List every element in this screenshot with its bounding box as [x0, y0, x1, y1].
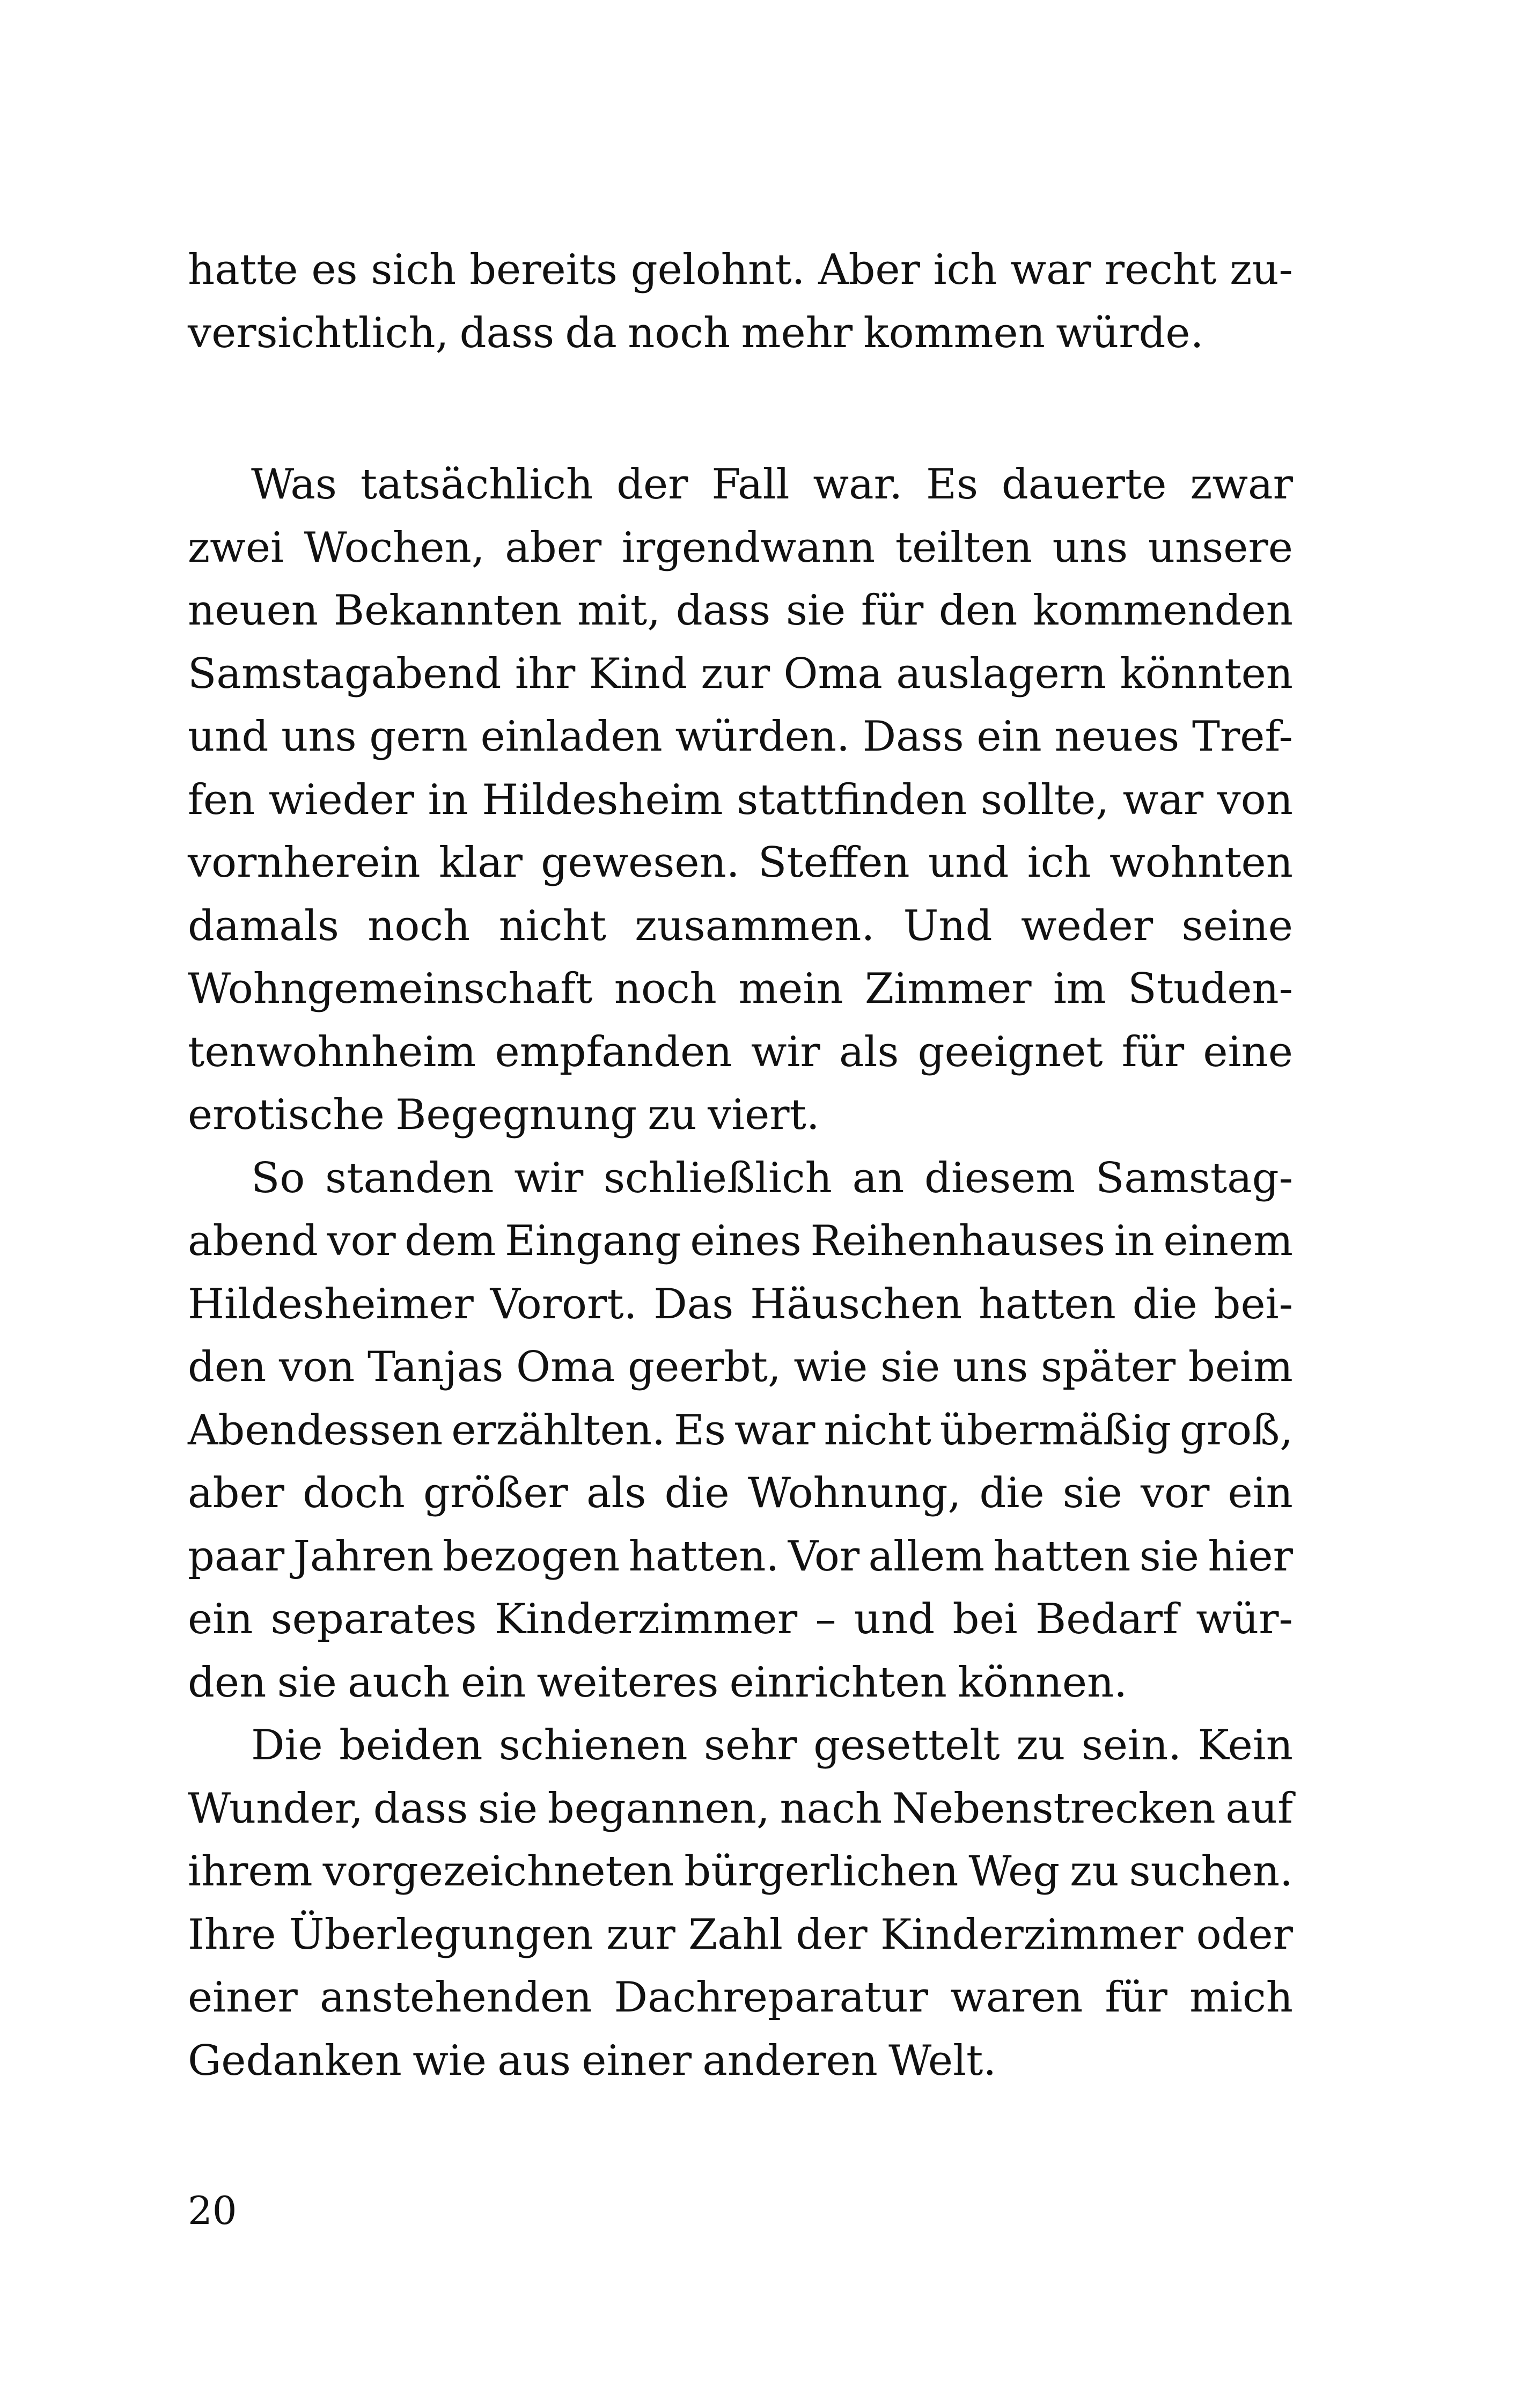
word: zu [1070, 1847, 1119, 1896]
body-text-block [188, 453, 1293, 2093]
word: abend [188, 1217, 318, 1265]
word: war. [813, 460, 903, 509]
word: später [1040, 1343, 1176, 1391]
word: Aber [818, 246, 920, 294]
word: beim [1188, 1343, 1293, 1391]
word: diesem [924, 1154, 1076, 1202]
text-line [188, 453, 1293, 517]
word: vor [1141, 1469, 1210, 1517]
opening-text-block [188, 239, 1293, 365]
word: können. [958, 1658, 1128, 1707]
word: einer [188, 1973, 298, 2022]
word: Jahren [293, 1532, 434, 1581]
word: könnten [1120, 649, 1293, 698]
word: den [188, 1658, 267, 1707]
word: Wohnung, [747, 1469, 961, 1517]
word: von [1217, 775, 1293, 824]
word: beiden [339, 1721, 483, 1770]
word: allem [868, 1532, 985, 1581]
word: ein [1228, 1469, 1293, 1517]
word: schließlich [603, 1154, 832, 1202]
word: nicht [824, 1406, 931, 1455]
text-line [188, 579, 1293, 643]
word: hatten [993, 1532, 1131, 1581]
word: Häuschen [750, 1280, 962, 1328]
word: stattfinden [737, 775, 967, 824]
word: ihr [515, 649, 576, 698]
word: Samstag- [1095, 1154, 1293, 1202]
word: uns [281, 713, 357, 761]
word: seine [1181, 901, 1293, 950]
word: ich [933, 246, 997, 294]
word: zu- [1230, 246, 1293, 294]
paragraph [188, 1714, 1293, 2093]
word: nach [780, 1784, 883, 1833]
word: weder [1020, 901, 1153, 950]
word: mich [1189, 1973, 1293, 2022]
word: der [616, 460, 688, 509]
word: zusammen. [635, 901, 875, 950]
word: Weg [968, 1847, 1060, 1896]
paragraph [188, 1147, 1293, 1715]
word: uns [952, 1343, 1028, 1391]
text-line [188, 1273, 1293, 1337]
word: Reihenhauses [810, 1217, 1106, 1265]
word: suchen. [1129, 1847, 1293, 1896]
word: tatsächlich [360, 460, 593, 509]
word: Kind [589, 649, 688, 698]
word: in [1114, 1217, 1155, 1265]
word: separates [270, 1595, 477, 1643]
text-line [188, 1651, 1293, 1715]
word: Was [251, 460, 337, 509]
word: versichtlich, [188, 309, 449, 357]
word: zur [606, 1910, 675, 1959]
text-line [188, 958, 1293, 1021]
word: bei- [1214, 1280, 1293, 1328]
word: vornherein [188, 839, 421, 887]
word: Kinderzimmer [494, 1595, 798, 1643]
word: mehr [741, 309, 853, 357]
word: Begegnung [395, 1091, 637, 1139]
text-line [188, 517, 1293, 580]
word: anstehenden [320, 1973, 592, 2022]
word: sie [277, 1658, 337, 1707]
word: zwei [188, 523, 284, 572]
text-line [188, 239, 1293, 302]
word: neuen [188, 586, 319, 635]
word: geerbt, [628, 1343, 781, 1391]
word: eine [1203, 1027, 1293, 1076]
word: für [861, 586, 924, 635]
word: So [251, 1154, 305, 1202]
word: unsere [1148, 523, 1293, 572]
word: aber [505, 523, 602, 572]
word: dem [405, 1217, 496, 1265]
word: die [979, 1469, 1045, 1517]
text-line [188, 643, 1293, 706]
word: paar [188, 1532, 285, 1581]
text-line [188, 1714, 1293, 1778]
word: größer [423, 1469, 568, 1517]
word: dass [459, 309, 555, 357]
word: sein. [1081, 1721, 1181, 1770]
word: ein [188, 1595, 253, 1643]
word: Gedanken [188, 2036, 402, 2085]
word: würde. [1056, 309, 1204, 357]
word: als [839, 1027, 899, 1076]
word: Kinderzimmer [880, 1910, 1184, 1959]
word: Abendessen [188, 1406, 443, 1455]
word: die [664, 1469, 730, 1517]
word: begannen, [547, 1784, 770, 1833]
word: an [852, 1154, 905, 1202]
text-line [188, 1966, 1293, 2030]
word: den [939, 586, 1018, 635]
word: mit, [577, 586, 661, 635]
word: – [815, 1595, 836, 1643]
word: gewesen. [541, 839, 740, 887]
word: war [734, 1406, 815, 1455]
word: sie [477, 1784, 538, 1833]
word: gelohnt. [630, 246, 805, 294]
text-line [188, 1336, 1293, 1399]
word: erzählten. [451, 1406, 665, 1455]
word: hier [1208, 1532, 1293, 1581]
word: dass [675, 586, 771, 635]
word: von [279, 1343, 355, 1391]
word: für [1121, 1027, 1185, 1076]
word: da [565, 309, 617, 357]
word: groß, [1179, 1406, 1293, 1455]
text-line [188, 1588, 1293, 1651]
word: wohnten [1109, 839, 1293, 887]
word: Dass [862, 713, 964, 761]
word: auslagern [896, 649, 1107, 698]
word: Ihre [188, 1910, 276, 1959]
word: Dachreparatur [614, 1973, 929, 2022]
word: und [188, 713, 269, 761]
word: geeignet [917, 1027, 1103, 1076]
word: Studen- [1128, 965, 1293, 1013]
word: Zahl [688, 1910, 783, 1959]
word: auf [1225, 1784, 1293, 1833]
word: würden. [675, 713, 850, 761]
text-line [188, 895, 1293, 958]
text-line [188, 1084, 1293, 1147]
word: Oma [516, 1343, 615, 1391]
word: viert. [708, 1091, 820, 1139]
word: auch [348, 1658, 450, 1707]
word: Es [673, 1406, 726, 1455]
word: Welt. [888, 2036, 997, 2085]
word: die [1132, 1280, 1197, 1328]
word: der [796, 1910, 868, 1959]
word: empfanden [495, 1027, 732, 1076]
word: zwar [1190, 460, 1293, 509]
text-line [188, 302, 1293, 365]
word: noch [368, 901, 471, 950]
word: vorgezeichneten [322, 1847, 674, 1896]
text-line [188, 1210, 1293, 1273]
page-number: 20 [188, 2188, 237, 2233]
word: weiteres [537, 1658, 719, 1707]
text-line [188, 1399, 1293, 1463]
word: einer [582, 2036, 692, 2085]
text-line [188, 1840, 1293, 1904]
word: und [928, 839, 1009, 887]
word: als [586, 1469, 646, 1517]
word: ihrem [188, 1847, 313, 1896]
word: hatten. [628, 1532, 780, 1581]
word: zu [648, 1091, 697, 1139]
word: Eingang [504, 1217, 681, 1265]
word: Vor [788, 1532, 860, 1581]
word: sie [1139, 1532, 1199, 1581]
word: Hildesheim [482, 775, 723, 824]
word: noch [614, 965, 717, 1013]
word: fen [188, 775, 255, 824]
word: es [311, 246, 358, 294]
word: Zimmer [865, 965, 1032, 1013]
word: einladen [480, 713, 663, 761]
text-line [188, 1147, 1293, 1210]
text-line [188, 1021, 1293, 1084]
word: aus [497, 2036, 571, 2085]
word: Kein [1197, 1721, 1293, 1770]
word: bei [952, 1595, 1018, 1643]
word: Vorort. [490, 1280, 637, 1328]
word: Bekannten [333, 586, 562, 635]
word: Samstagabend [188, 649, 502, 698]
word: im [1053, 965, 1106, 1013]
word: ein [460, 1658, 526, 1707]
word: sie [1062, 1469, 1122, 1517]
word: noch [628, 309, 731, 357]
word: war [1122, 775, 1204, 824]
word: Tanjas [367, 1343, 504, 1391]
word: sehr [704, 1721, 797, 1770]
word: doch [303, 1469, 405, 1517]
word: hatten [979, 1280, 1116, 1328]
word: sollte, [980, 775, 1109, 824]
word: wie [793, 1343, 868, 1391]
word: für [1105, 1973, 1167, 2022]
word: bereits [469, 246, 618, 294]
word: uns [1052, 523, 1128, 572]
word: oder [1196, 1910, 1293, 1959]
word: recht [1104, 246, 1217, 294]
word: ich [1027, 839, 1091, 887]
word: tenwohnheim [188, 1027, 476, 1076]
text-line [188, 769, 1293, 832]
word: bezogen [442, 1532, 620, 1581]
word: zu [1016, 1721, 1066, 1770]
word: war [1010, 246, 1091, 294]
word: gern [369, 713, 468, 761]
word: Tref- [1192, 713, 1293, 761]
word: mein [738, 965, 843, 1013]
word: wie [413, 2036, 487, 2085]
word: Wochen, [304, 523, 485, 572]
word: sie [880, 1343, 940, 1391]
word: bürgerlichen [684, 1847, 959, 1896]
text-line [188, 2030, 1293, 2093]
word: wir [751, 1027, 820, 1076]
word: damals [188, 901, 339, 950]
word: kommen [863, 309, 1045, 357]
word: einem [1163, 1217, 1293, 1265]
word: eines [690, 1217, 802, 1265]
word: standen [325, 1154, 494, 1202]
word: wir [514, 1154, 584, 1202]
text-line [188, 1525, 1293, 1589]
word: Und [903, 901, 993, 950]
word: kommenden [1033, 586, 1293, 635]
word: Es [926, 460, 978, 509]
word: hatte [188, 246, 298, 294]
word: wür- [1196, 1595, 1293, 1643]
word: zur [701, 649, 770, 698]
word: dass [373, 1784, 468, 1833]
word: den [188, 1343, 267, 1391]
word: gesettelt [813, 1721, 1000, 1770]
word: Nebenstrecken [892, 1784, 1216, 1833]
word: übermäßig [939, 1406, 1171, 1455]
word: wieder [268, 775, 415, 824]
word: neues [1054, 713, 1180, 761]
word: anderen [702, 2036, 878, 2085]
text-line [188, 1462, 1293, 1525]
word: sie [786, 586, 846, 635]
word: Wunder, [188, 1784, 364, 1833]
word: Bedarf [1035, 1595, 1178, 1643]
text-line [188, 832, 1293, 895]
word: ein [976, 713, 1042, 761]
word: Wohngemeinschaft [188, 965, 593, 1013]
word: in [428, 775, 468, 824]
word: einrichten [729, 1658, 947, 1707]
word: schienen [498, 1721, 688, 1770]
word: dauerte [1001, 460, 1167, 509]
word: Steffen [758, 839, 910, 887]
word: Oma [783, 649, 883, 698]
word: irgendwann [621, 523, 876, 572]
word: und [854, 1595, 935, 1643]
word: Fall [711, 460, 790, 509]
word: Das [653, 1280, 734, 1328]
text-line [188, 706, 1293, 769]
word: vor [327, 1217, 396, 1265]
word: Überlegungen [289, 1910, 593, 1959]
word: klar [438, 839, 523, 887]
word: nicht [498, 901, 607, 950]
word: Hildesheimer [188, 1280, 474, 1328]
word: erotische [188, 1091, 385, 1139]
text-line [188, 1904, 1293, 1967]
word: teilten [895, 523, 1032, 572]
word: sich [371, 246, 457, 294]
word: waren [950, 1973, 1083, 2022]
paragraph [188, 453, 1293, 1147]
word: aber [188, 1469, 284, 1517]
text-line [188, 1778, 1293, 1841]
word: Die [251, 1721, 323, 1770]
